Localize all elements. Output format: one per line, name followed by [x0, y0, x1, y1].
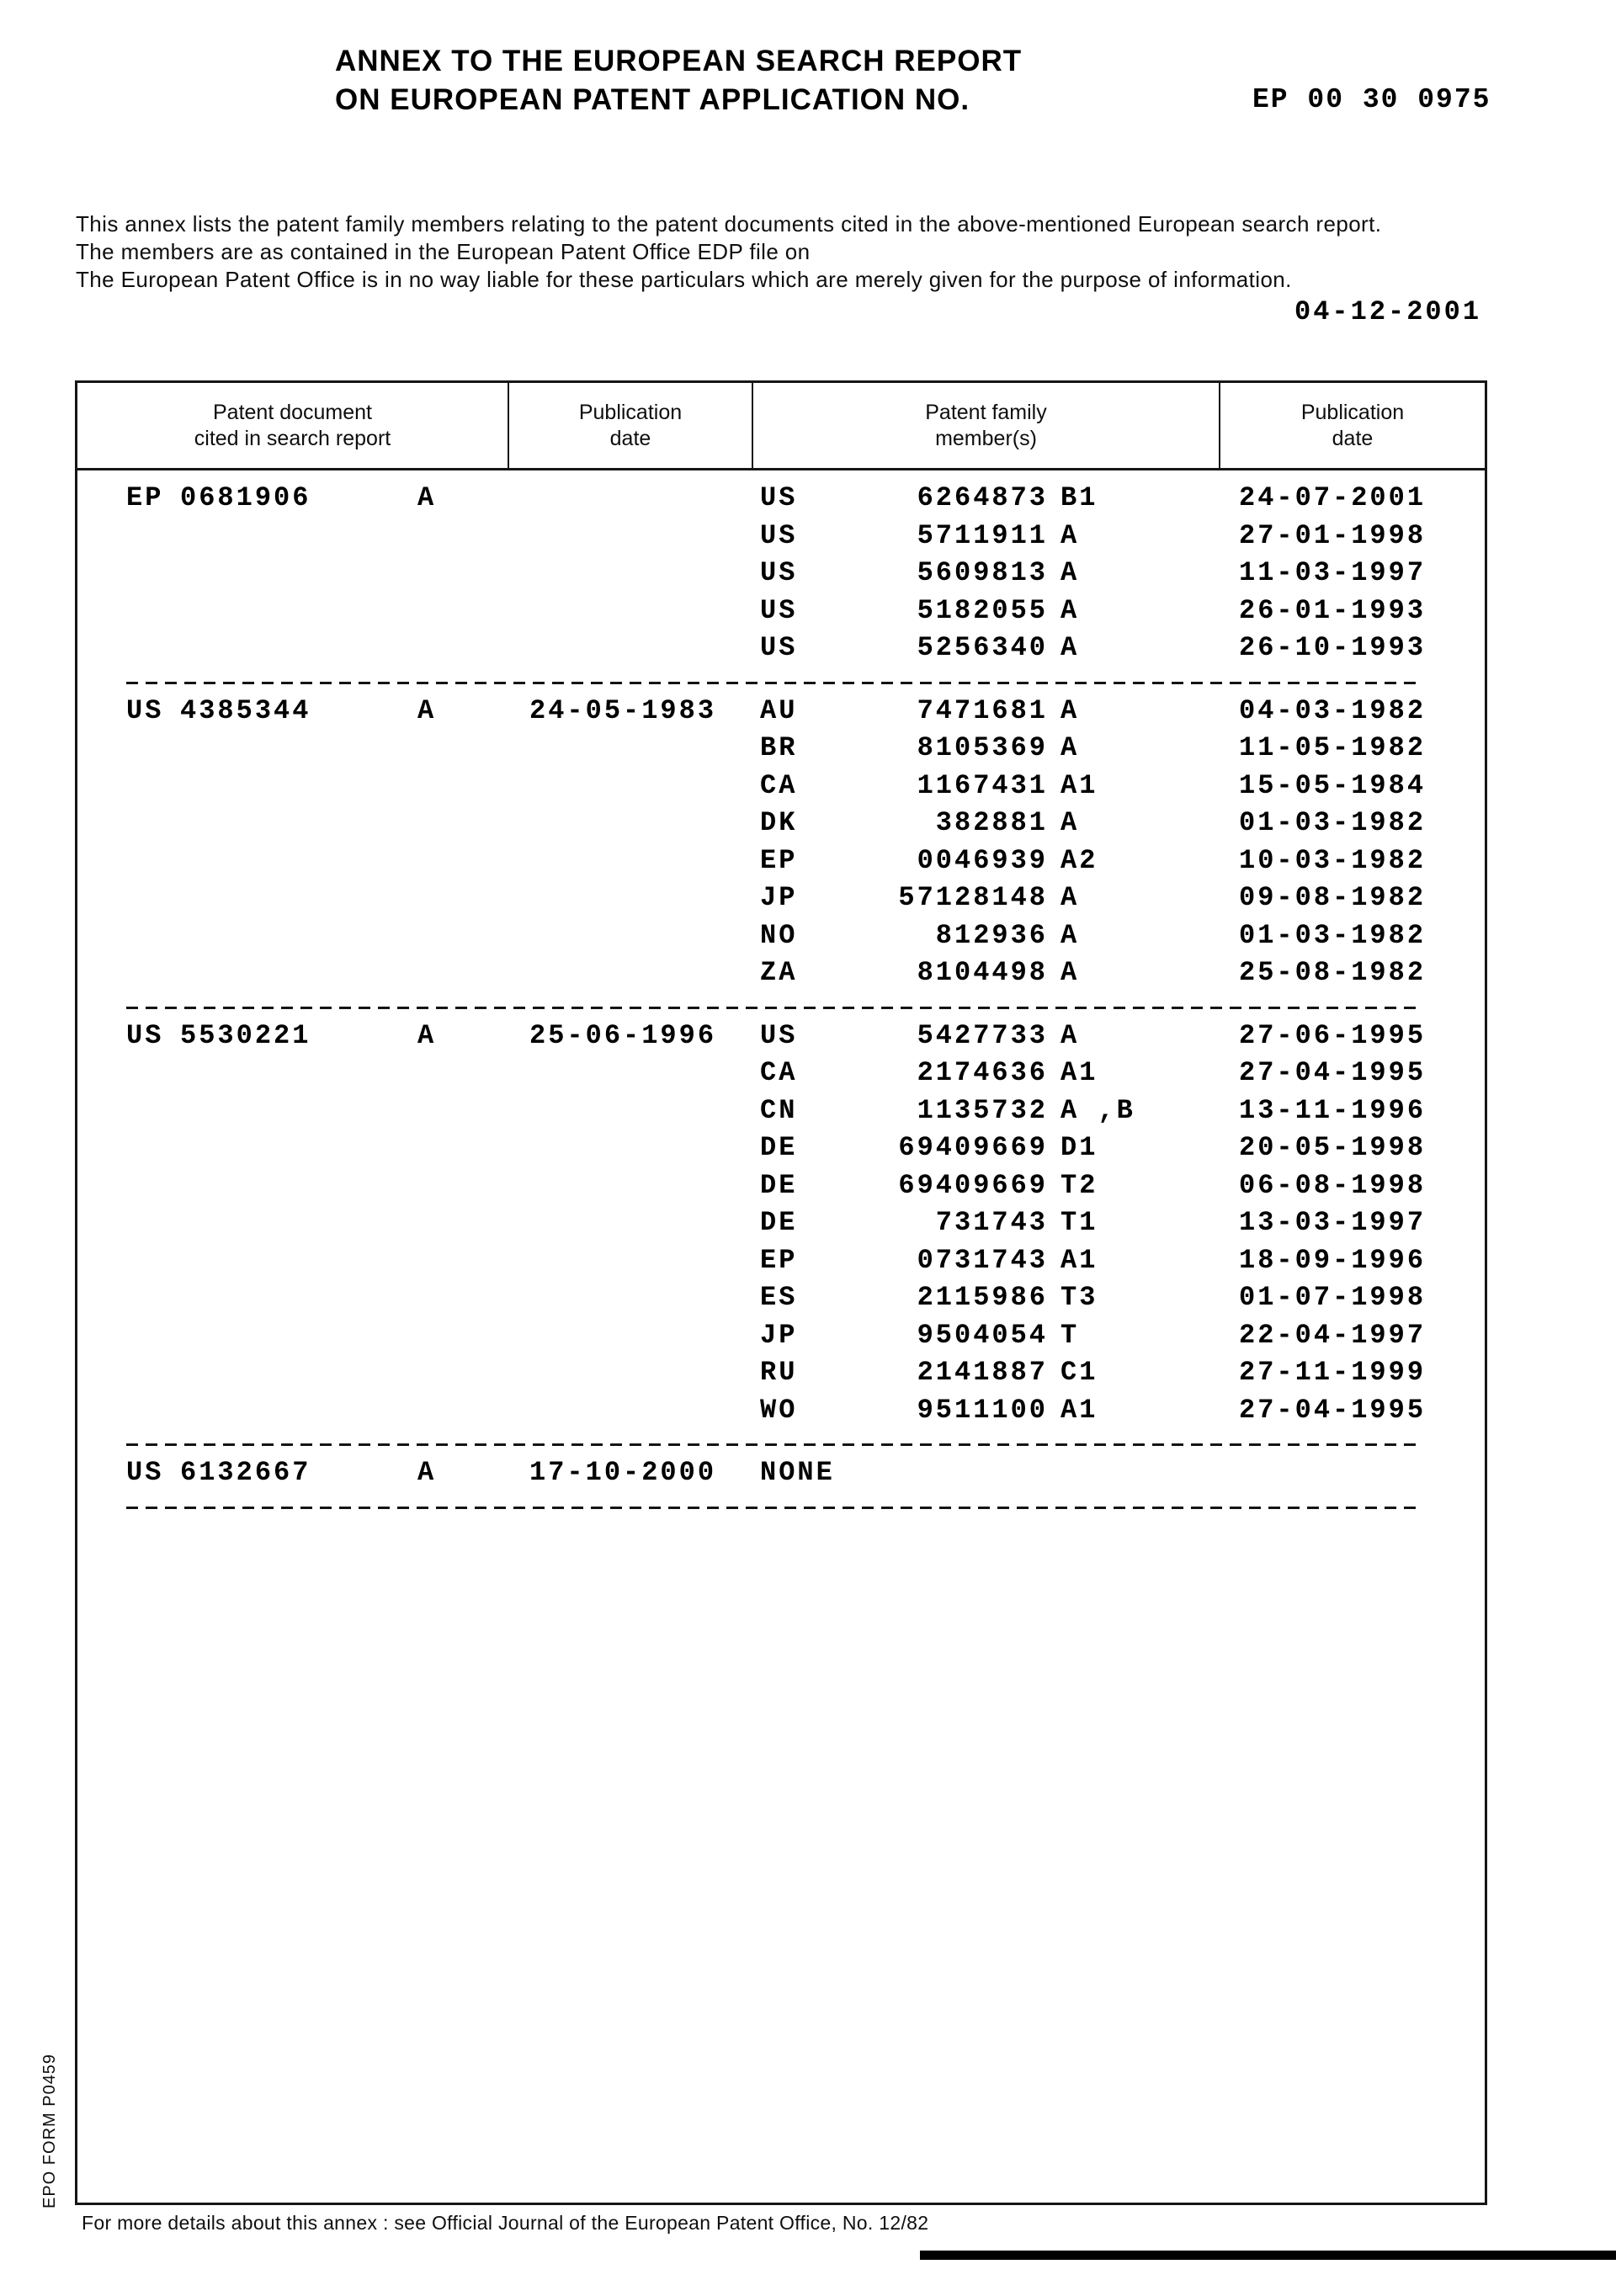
cited-country: EP [126, 482, 164, 513]
member-kind: A [1060, 694, 1080, 726]
cited-publication-date: 25-06-1996 [529, 1019, 717, 1051]
table-row [77, 557, 1485, 595]
intro-line: The members are as contained in the European Patent Office EDP file on [76, 239, 811, 264]
member-kind: C1 [1060, 1357, 1098, 1388]
document-title [335, 42, 1022, 120]
member-country: US [760, 557, 798, 588]
member-publication-date: 24-07-2001 [1239, 482, 1427, 513]
member-country: EP [760, 1244, 798, 1276]
column-header-text: member(s) [935, 426, 1037, 450]
member-number: 9511100 [917, 1394, 1048, 1426]
column-header-publication-date [509, 383, 753, 468]
cited-kind: A [417, 482, 437, 513]
member-number: 5182055 [917, 594, 1048, 626]
table-row [77, 1057, 1485, 1095]
member-kind: A1 [1060, 1244, 1098, 1276]
table-row [77, 1207, 1485, 1245]
cited-kind: A [417, 1019, 437, 1051]
application-number: EP 00 30 0975 [1252, 84, 1491, 115]
member-country: US [760, 632, 798, 663]
member-kind: T2 [1060, 1169, 1098, 1201]
member-publication-date: 20-05-1998 [1239, 1132, 1427, 1163]
cited-number: 6132667 [180, 1457, 311, 1488]
member-publication-date: 18-09-1996 [1239, 1244, 1427, 1276]
member-kind: A [1060, 594, 1080, 626]
member-number: 2141887 [917, 1357, 1048, 1388]
table-row [77, 920, 1485, 958]
member-country: WO [760, 1394, 798, 1426]
table-row [77, 732, 1485, 770]
table-row [77, 1357, 1485, 1395]
intro-paragraph [76, 210, 1381, 294]
table-row [77, 957, 1485, 995]
member-number: 2115986 [917, 1282, 1048, 1313]
table-row [77, 695, 1485, 733]
member-kind: B1 [1060, 482, 1098, 513]
member-number: 8105369 [917, 732, 1048, 763]
member-country: BR [760, 732, 798, 763]
member-number: 0731743 [917, 1244, 1048, 1276]
table-row [77, 520, 1485, 558]
member-kind: A [1060, 557, 1080, 588]
cited-country: US [126, 1457, 164, 1488]
member-number: 69409669 [898, 1132, 1048, 1163]
member-publication-date: 13-11-1996 [1239, 1094, 1427, 1126]
no-family-members-label: NONE [760, 1457, 835, 1488]
member-number: 5256340 [917, 632, 1048, 663]
cited-publication-date: 24-05-1983 [529, 694, 717, 726]
group-separator [126, 1443, 1417, 1446]
member-country: AU [760, 694, 798, 726]
cited-publication-date: 17-10-2000 [529, 1457, 717, 1488]
member-kind: A [1060, 882, 1080, 913]
table-row [77, 595, 1485, 633]
member-kind: A1 [1060, 769, 1098, 801]
group-separator [126, 682, 1417, 684]
cited-number: 4385344 [180, 694, 311, 726]
member-country: CA [760, 769, 798, 801]
table-row [77, 482, 1485, 520]
table-row [77, 1132, 1485, 1170]
member-country: DE [760, 1132, 798, 1163]
member-country: JP [760, 1319, 798, 1351]
table-row [77, 1320, 1485, 1358]
member-country: CN [760, 1094, 798, 1126]
member-country: DK [760, 807, 798, 838]
member-kind: A [1060, 732, 1080, 763]
table-row [77, 1020, 1485, 1058]
table-body [77, 470, 1485, 1509]
member-publication-date: 13-03-1997 [1239, 1207, 1427, 1238]
member-number: 1135732 [917, 1094, 1048, 1126]
table-row [77, 807, 1485, 845]
member-kind: A [1060, 957, 1080, 988]
member-number: 5609813 [917, 557, 1048, 588]
column-header-patent-family [753, 383, 1220, 468]
member-kind: A [1060, 807, 1080, 838]
member-kind: T3 [1060, 1282, 1098, 1313]
member-publication-date: 06-08-1998 [1239, 1169, 1427, 1201]
cited-number: 0681906 [180, 482, 311, 513]
table-row [77, 1395, 1485, 1432]
member-country: DE [760, 1169, 798, 1201]
column-header-patent-document [77, 383, 509, 468]
table-row [77, 1282, 1485, 1320]
member-country: NO [760, 919, 798, 951]
member-publication-date: 04-03-1982 [1239, 694, 1427, 726]
member-number: 6264873 [917, 482, 1048, 513]
member-kind: A ,B [1060, 1094, 1135, 1126]
scan-artifact-bar [920, 2251, 1616, 2260]
member-kind: A [1060, 1019, 1080, 1051]
table-header-row [77, 383, 1485, 470]
member-kind: A2 [1060, 844, 1098, 876]
member-country: ZA [760, 957, 798, 988]
member-publication-date: 11-03-1997 [1239, 557, 1427, 588]
member-publication-date: 27-04-1995 [1239, 1394, 1427, 1426]
member-country: US [760, 482, 798, 513]
column-header-text: Publication [578, 400, 683, 424]
member-publication-date: 10-03-1982 [1239, 844, 1427, 876]
title-line-1: ANNEX TO THE EUROPEAN SEARCH REPORT [335, 45, 1023, 77]
column-header-text: Patent family [925, 400, 1047, 424]
member-number: 382881 [935, 807, 1048, 838]
member-publication-date: 11-05-1982 [1239, 732, 1427, 763]
member-number: 7471681 [917, 694, 1048, 726]
member-kind: D1 [1060, 1132, 1098, 1163]
member-publication-date: 15-05-1984 [1239, 769, 1427, 801]
column-header-text: Patent document [212, 400, 372, 424]
table-row [77, 1245, 1485, 1283]
member-number: 731743 [935, 1207, 1048, 1238]
member-publication-date: 27-11-1999 [1239, 1357, 1427, 1388]
patent-family-table [75, 380, 1487, 2205]
member-publication-date: 26-01-1993 [1239, 594, 1427, 626]
member-publication-date: 26-10-1993 [1239, 632, 1427, 663]
table-row [77, 882, 1485, 920]
epo-form-number: EPO FORM P0459 [40, 2053, 59, 2208]
member-kind: T1 [1060, 1207, 1098, 1238]
member-kind: A1 [1060, 1394, 1098, 1426]
member-country: RU [760, 1357, 798, 1388]
member-number: 812936 [935, 919, 1048, 951]
member-kind: A1 [1060, 1057, 1098, 1088]
member-number: 57128148 [898, 882, 1048, 913]
member-number: 2174636 [917, 1057, 1048, 1088]
table-row [77, 1457, 1485, 1495]
table-row [77, 632, 1485, 670]
member-kind: A [1060, 919, 1080, 951]
cited-country: US [126, 694, 164, 726]
group-separator [126, 1507, 1417, 1509]
member-publication-date: 01-03-1982 [1239, 807, 1427, 838]
intro-line: The European Patent Office is in no way liable for these particulars which are merely given for the purpose of information. [76, 267, 1292, 292]
member-number: 9504054 [917, 1319, 1048, 1351]
member-country: US [760, 1019, 798, 1051]
table-row [77, 1170, 1485, 1208]
table-row [77, 845, 1485, 883]
table-row [77, 1095, 1485, 1133]
column-header-text: date [609, 426, 651, 450]
table-row [77, 770, 1485, 808]
member-number: 1167431 [917, 769, 1048, 801]
member-number: 8104498 [917, 957, 1048, 988]
cited-country: US [126, 1019, 164, 1051]
member-publication-date: 01-07-1998 [1239, 1282, 1427, 1313]
member-kind: A [1060, 519, 1080, 551]
member-country: EP [760, 844, 798, 876]
cited-kind: A [417, 1457, 437, 1488]
column-header-text: date [1332, 426, 1374, 450]
title-line-2: ON EUROPEAN PATENT APPLICATION NO. [335, 83, 970, 116]
group-separator [126, 1007, 1417, 1009]
footer-note: For more details about this annex : see Official Journal of the European Patent Office, No. 12/82 [82, 2212, 929, 2234]
member-publication-date: 27-06-1995 [1239, 1019, 1427, 1051]
member-publication-date: 27-04-1995 [1239, 1057, 1427, 1088]
member-publication-date: 01-03-1982 [1239, 919, 1427, 951]
member-publication-date: 22-04-1997 [1239, 1319, 1427, 1351]
member-country: US [760, 519, 798, 551]
cited-number: 5530221 [180, 1019, 311, 1051]
report-date: 04-12-2001 [1294, 296, 1482, 327]
column-header-text: cited in search report [194, 426, 391, 450]
member-publication-date: 27-01-1998 [1239, 519, 1427, 551]
cited-kind: A [417, 694, 437, 726]
member-country: US [760, 594, 798, 626]
member-kind: T [1060, 1319, 1080, 1351]
intro-line: This annex lists the patent family members relating to the patent documents cited in the above-mentioned European search report. [76, 211, 1382, 237]
member-country: DE [760, 1207, 798, 1238]
member-publication-date: 09-08-1982 [1239, 882, 1427, 913]
member-country: JP [760, 882, 798, 913]
member-number: 5711911 [917, 519, 1048, 551]
member-number: 5427733 [917, 1019, 1048, 1051]
member-number: 0046939 [917, 844, 1048, 876]
column-header-text: Publication [1300, 400, 1405, 424]
member-kind: A [1060, 632, 1080, 663]
member-number: 69409669 [898, 1169, 1048, 1201]
member-publication-date: 25-08-1982 [1239, 957, 1427, 988]
member-country: CA [760, 1057, 798, 1088]
member-country: ES [760, 1282, 798, 1313]
column-header-publication-date-2 [1220, 383, 1485, 468]
